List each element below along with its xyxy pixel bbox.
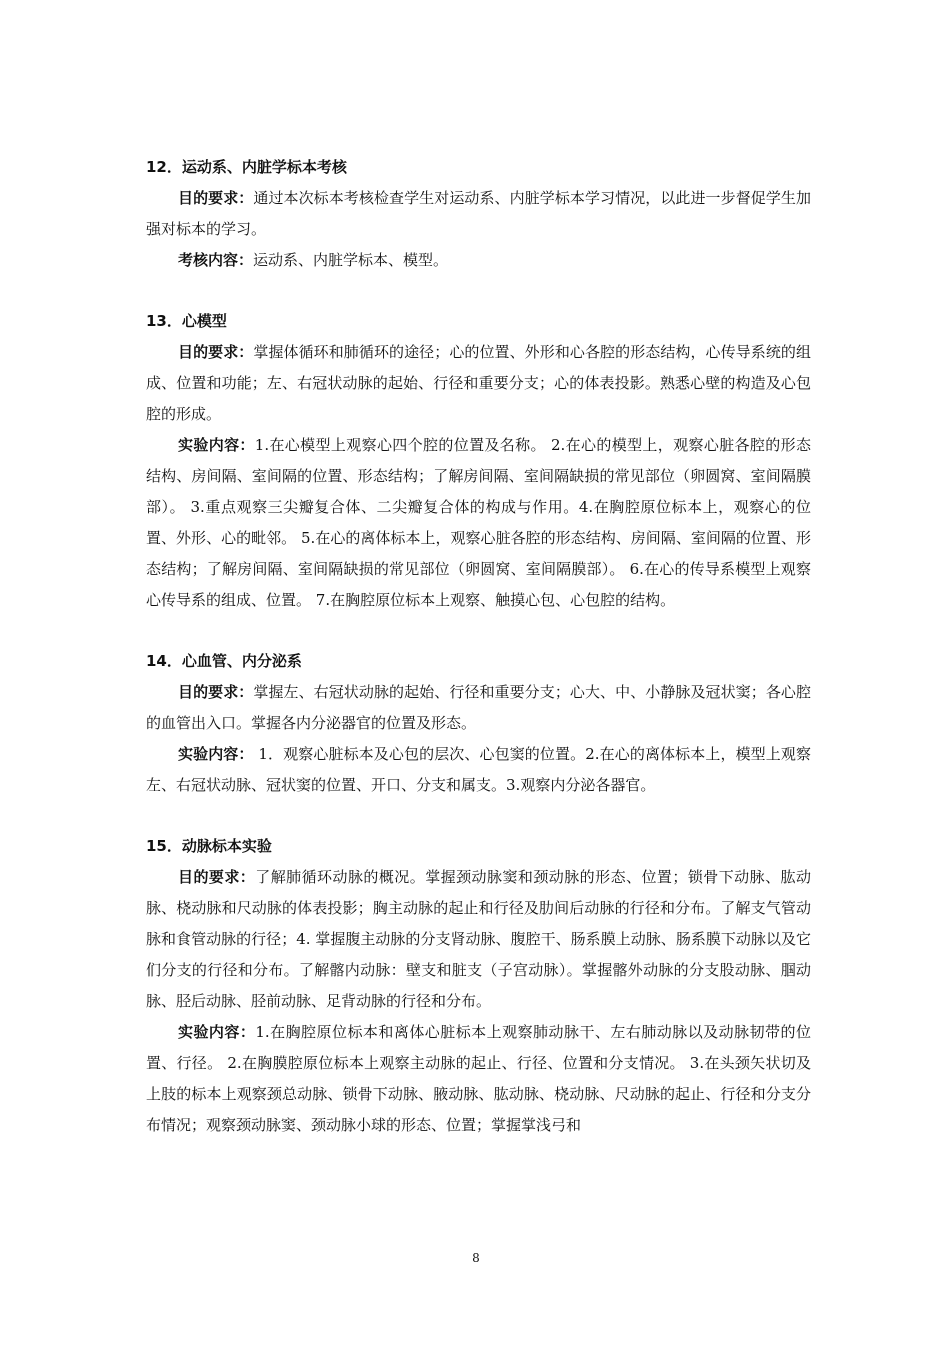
section-heading: 15．动脉标本实验 — [146, 837, 272, 855]
paragraph-experiment — [146, 1017, 811, 1141]
section-heading: 13．心模型 — [146, 312, 227, 330]
section-13 — [146, 306, 811, 616]
paragraph-label: 目的要求： — [178, 189, 254, 207]
paragraph-text: 掌握体循环和肺循环的途径；心的位置、外形和心各腔的形态结构，心传导系统的组成、位置和功能；左、右冠状动脉的起始、行径和重要分支；心的体表投影。熟悉心壁的构造及心包腔的形成。 — [146, 343, 811, 423]
paragraph-label: 实验内容： — [178, 436, 255, 454]
paragraph-objective — [146, 337, 811, 430]
paragraph-objective — [146, 183, 811, 245]
section-12 — [146, 152, 811, 276]
paragraph-text: 运动系、内脏学标本、模型。 — [253, 251, 449, 269]
section-15 — [146, 831, 811, 1141]
paragraph-label: 目的要求： — [178, 868, 256, 886]
paragraph-label: 目的要求： — [178, 343, 254, 361]
page-number: 8 — [472, 1251, 480, 1265]
paragraph-text: 1.在胸腔原位标本和离体心脏标本上观察肺动脉干、左右肺动脉以及动脉韧带的位置、行径。 2.在胸膜腔原位标本上观察主动脉的起止、行径、位置和分支情况。 3.在头颈矢状切及上肢的标本上观察颈总动脉、锁骨下动脉、腋动脉、肱动脉、桡动脉、尺动脉的起止、行径和分支分布情况；观察颈动脉窦、颈动脉小球的形态、位置；掌握掌浅弓和 — [146, 1023, 811, 1134]
paragraph-label: 考核内容： — [178, 251, 254, 269]
paragraph-objective — [146, 862, 811, 1017]
section-14 — [146, 646, 811, 801]
section-heading: 14．心血管、内分泌系 — [146, 652, 302, 670]
paragraph-label: 实验内容： — [178, 1023, 256, 1041]
page-content — [146, 152, 811, 1171]
paragraph-text: 1.在心模型上观察心四个腔的位置及名称。 2.在心的模型上，观察心脏各腔的形态结构、房间隔、室间隔的位置、形态结构；了解房间隔、室间隔缺损的常见部位（卵圆窝、室间隔膜部）。 3.重点观察三尖瓣复合体、二尖瓣复合体的构成与作用。4.在胸腔原位标本上，观察心的位置、外形、心的毗邻。 5.在心的离体标本上，观察心脏各腔的形态结构、房间隔、室间隔的位置、形态结构；了解房间隔、室间隔缺损的常见部位（卵圆窝、室间隔膜部）。 6.在心的传导系模型上观察心传导系的组成、位置。 7.在胸腔原位标本上观察、触摸心包、心包腔的结构。 — [146, 436, 811, 609]
paragraph-experiment — [146, 430, 811, 616]
paragraph-label: 实验内容： — [178, 745, 254, 763]
paragraph-objective — [146, 677, 811, 739]
paragraph-text: 通过本次标本考核检查学生对运动系、内脏学标本学习情况，以此进一步督促学生加强对标本的学习。 — [146, 189, 811, 238]
paragraph-text: 了解肺循环动脉的概况。掌握颈动脉窦和颈动脉的形态、位置；锁骨下动脉、肱动脉、桡动脉和尺动脉的体表投影；胸主动脉的起止和行径及肋间后动脉的行径和分布。了解支气管动脉和食管动脉的行径；4. 掌握腹主动脉的分支肾动脉、腹腔干、肠系膜上动脉、肠系膜下动脉以及它们分支的行径和分布。了解髂内动脉：壁支和脏支（子宫动脉）。掌握髂外动脉的分支股动脉、腘动脉、胫后动脉、胫前动脉、足背动脉的行径和分布。 — [146, 868, 811, 1010]
paragraph-text: 掌握左、右冠状动脉的起始、行径和重要分支；心大、中、小静脉及冠状窦；各心腔的血管出入口。掌握各内分泌器官的位置及形态。 — [146, 683, 811, 732]
paragraph-experiment — [146, 739, 811, 801]
paragraph-assessment — [146, 245, 811, 276]
paragraph-label: 目的要求： — [178, 683, 254, 701]
paragraph-text: 1．观察心脏标本及心包的层次、心包窦的位置。2.在心的离体标本上，模型上观察左、右冠状动脉、冠状窦的位置、开口、分支和属支。3.观察内分泌各器官。 — [146, 745, 811, 794]
section-heading: 12．运动系、内脏学标本考核 — [146, 158, 347, 176]
